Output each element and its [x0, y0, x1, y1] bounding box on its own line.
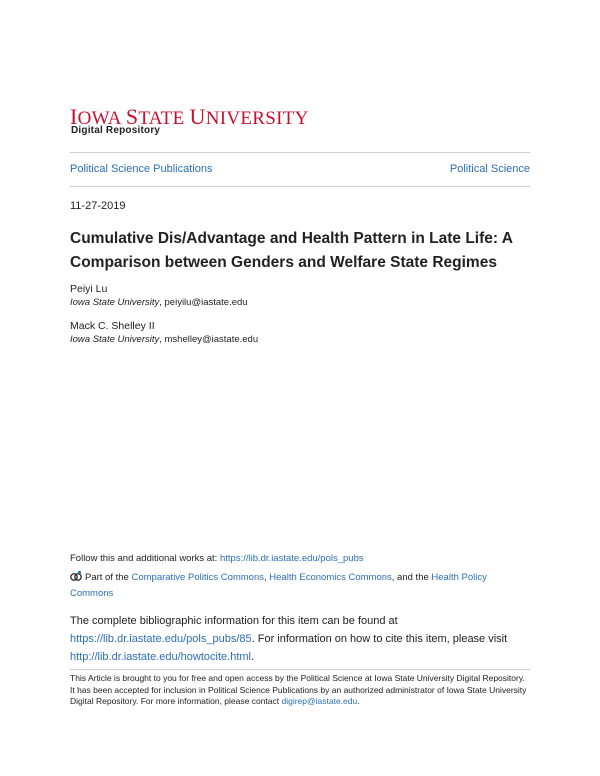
logo-text-owa: OWA [77, 108, 126, 129]
item-link[interactable]: https://lib.dr.iastate.edu/pols_pubs/85 [70, 633, 252, 645]
author-name: Mack C. Shelley II [70, 320, 155, 332]
commons-link-health-policy[interactable]: Health Policy Commons [70, 572, 487, 599]
department-link[interactable]: Political Science [449, 163, 530, 175]
how-to-cite-link[interactable]: http://lib.dr.iastate.edu/howtocite.html [70, 651, 251, 663]
follow-link[interactable]: https://lib.dr.iastate.edu/pols_pubs [219, 553, 364, 564]
part-of-prefix: Part of the [85, 572, 132, 583]
author-email: , mshelley@iastate.edu [159, 334, 259, 345]
follow-prefix: Follow this and additional works at: [70, 553, 220, 564]
citation-text: The complete bibliographic information for this item can be found at [70, 615, 398, 627]
logo-subtitle: Digital Repository [71, 125, 161, 136]
commons-network-icon [70, 570, 82, 582]
commons-link-comparative-politics[interactable]: Comparative Politics Commons [131, 572, 264, 583]
author-affiliation [70, 334, 258, 345]
commons-link-health-economics[interactable]: Health Economics Commons [269, 572, 392, 583]
author-university: Iowa State University [70, 334, 160, 345]
author-email: , peiyilu@iastate.edu [159, 297, 248, 308]
article-title: Cumulative Dis/Advantage and Health Pattern in Late Life: A Comparison between Genders and Welfare State Regimes [70, 230, 513, 271]
logo-text-tate: TATE [138, 108, 190, 129]
footer-end: . [357, 696, 360, 706]
author-university: Iowa State University [70, 297, 160, 308]
logo-letter-i: I [70, 104, 78, 129]
logo-letter-u: U [189, 104, 206, 129]
citation-paragraph [70, 612, 530, 666]
divider-footer [70, 669, 530, 670]
part-of-sep: , [264, 572, 270, 583]
publication-date: 11-27-2019 [70, 200, 126, 212]
contact-email-link[interactable]: digirep@iastate.edu [281, 696, 358, 706]
logo-letter-s: S [125, 104, 139, 129]
citation-end: . [251, 651, 255, 663]
divider-top [70, 152, 530, 153]
author-name: Peiyi Lu [70, 283, 108, 295]
part-of-line [70, 570, 530, 602]
logo-text-niversity: NIVERSITY [205, 108, 309, 129]
divider-nav [70, 186, 530, 187]
collection-link[interactable]: Political Science Publications [70, 163, 213, 175]
follow-line [70, 553, 364, 564]
footer-notice [70, 673, 530, 708]
footer-text: This Article is brought to you for free and open access by the Political Science at Iowa State University Digital Repository. It has been accepted for inclusion in Political Science Publications by an authorized administrator of Iowa State University Digital Repository. For more information, please contact [70, 673, 527, 706]
citation-text: . For information on how to cite this item, please visit [251, 633, 508, 645]
author-affiliation [70, 297, 248, 308]
part-of-sep: , and the [391, 572, 432, 583]
